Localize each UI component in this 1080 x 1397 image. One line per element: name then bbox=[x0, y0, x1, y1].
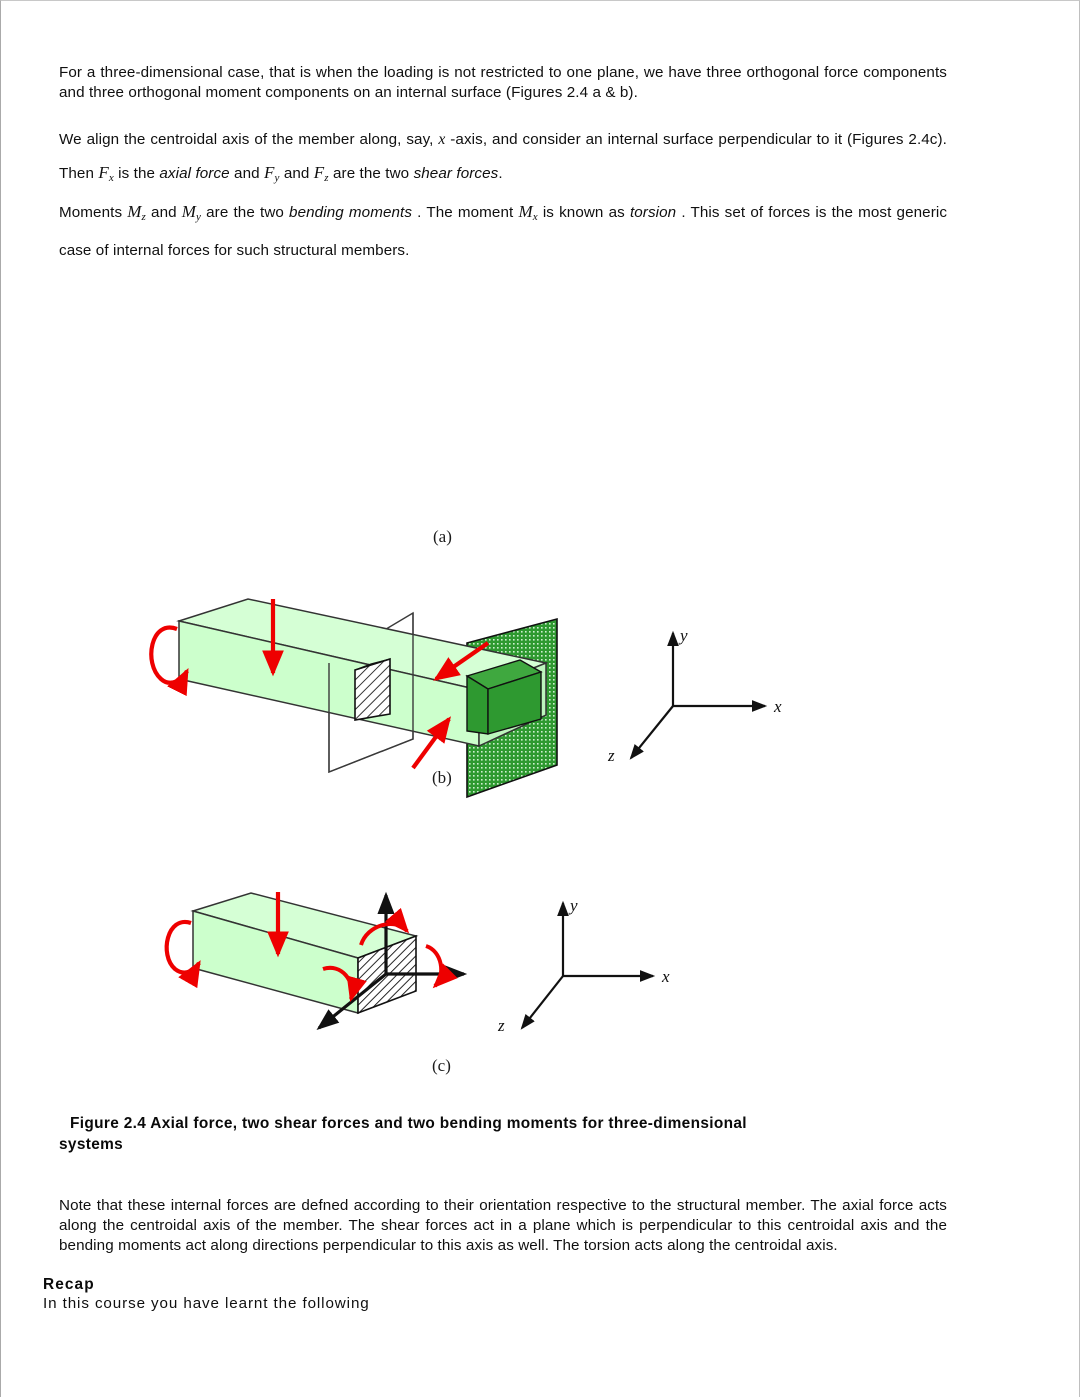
caption-line-1: Figure 2.4 Axial force, two shear forces and two bending moments for three-dimensional bbox=[70, 1115, 747, 1132]
p3-text-b: and bbox=[151, 204, 177, 222]
figure-c-label: (c) bbox=[432, 1056, 451, 1075]
axes-a bbox=[607, 626, 782, 765]
symbol-My: $M_y$ bbox=[181, 202, 202, 224]
axis-b-label-y: y bbox=[570, 896, 578, 915]
figure-2-4 bbox=[1, 291, 1080, 1091]
text-content bbox=[59, 63, 947, 267]
symbol-Fy: $F_y$ bbox=[264, 163, 280, 185]
note-paragraph: Note that these internal forces are defned according to their orientation respective to the structural member. The axial force acts along the centroidal axis of the member. The shear forces act in a plane which is perpendicular to this centroidal axis and the bending moments act along directions perpendicular to this axis as well. The torsion acts along the centroidal axis. bbox=[59, 1197, 947, 1255]
axis-b-label-z: z bbox=[498, 1016, 505, 1035]
figure-b-label: (b) bbox=[432, 768, 452, 787]
axis-b-z bbox=[522, 976, 563, 1028]
p2-text-d: and bbox=[234, 165, 260, 182]
figure-caption bbox=[59, 1113, 959, 1155]
p2-text-a: We align the centroidal axis of the member along, say, bbox=[59, 131, 434, 148]
p3-text-e: is known as bbox=[542, 204, 625, 222]
p2-text-c: is the bbox=[118, 165, 156, 182]
p3-text-a: Moments bbox=[59, 204, 123, 222]
term-shear-forces: shear forces bbox=[413, 165, 499, 182]
p2-text-g: . bbox=[498, 165, 503, 182]
axis-a-label-x: x bbox=[774, 697, 782, 716]
axis-a-label-y: y bbox=[680, 626, 688, 645]
term-axial-force: axial force bbox=[159, 165, 230, 182]
paragraph-3 bbox=[59, 195, 947, 267]
p3-text-d: . The moment bbox=[417, 204, 514, 222]
p2-text-e: and bbox=[283, 165, 310, 182]
term-torsion: torsion bbox=[629, 204, 677, 222]
figure-b-group bbox=[167, 768, 670, 1035]
moment-b-x bbox=[426, 946, 441, 986]
axis-a-z bbox=[631, 706, 673, 758]
p3-text-f: . This set of forces is the most generic case of internal forces for such structural members. bbox=[59, 204, 948, 260]
p2-text-b: -axis, and consider an internal surface perpendicular to it (Figures 2.4c). Then bbox=[59, 131, 947, 182]
symbol-Fz: $F_z$ bbox=[313, 163, 329, 185]
caption-line-2: systems bbox=[59, 1136, 124, 1153]
p3-text-c: are the two bbox=[206, 204, 284, 222]
p2-x-var: x bbox=[438, 131, 446, 148]
figure-a-group bbox=[151, 527, 782, 797]
p2-text-f: are the two bbox=[332, 165, 410, 182]
figure-c-group bbox=[167, 1056, 713, 1091]
axes-b bbox=[497, 896, 670, 1035]
paragraph-2 bbox=[59, 123, 947, 195]
axis-a-label-z: z bbox=[608, 746, 615, 765]
figure-svg bbox=[1, 291, 1080, 1091]
symbol-Mx: $M_x$ bbox=[518, 202, 538, 224]
paragraph-1: For a three-dimensional case, that is when the loading is not restricted to one plane, we have three orthogonal force components and three orthogonal moment components on an internal surface (Figures 2.4 a & b). bbox=[59, 64, 947, 101]
axis-b-label-x: x bbox=[662, 967, 670, 986]
recap-body: In this course you have learnt the following bbox=[43, 1295, 370, 1312]
symbol-Mz: $M_z$ bbox=[127, 202, 146, 224]
symbol-Fx: $F_x$ bbox=[98, 163, 114, 185]
recap-heading: Recap bbox=[43, 1276, 95, 1293]
term-bending-moments: bending moments bbox=[289, 204, 413, 222]
figure-a-label: (a) bbox=[433, 527, 452, 546]
